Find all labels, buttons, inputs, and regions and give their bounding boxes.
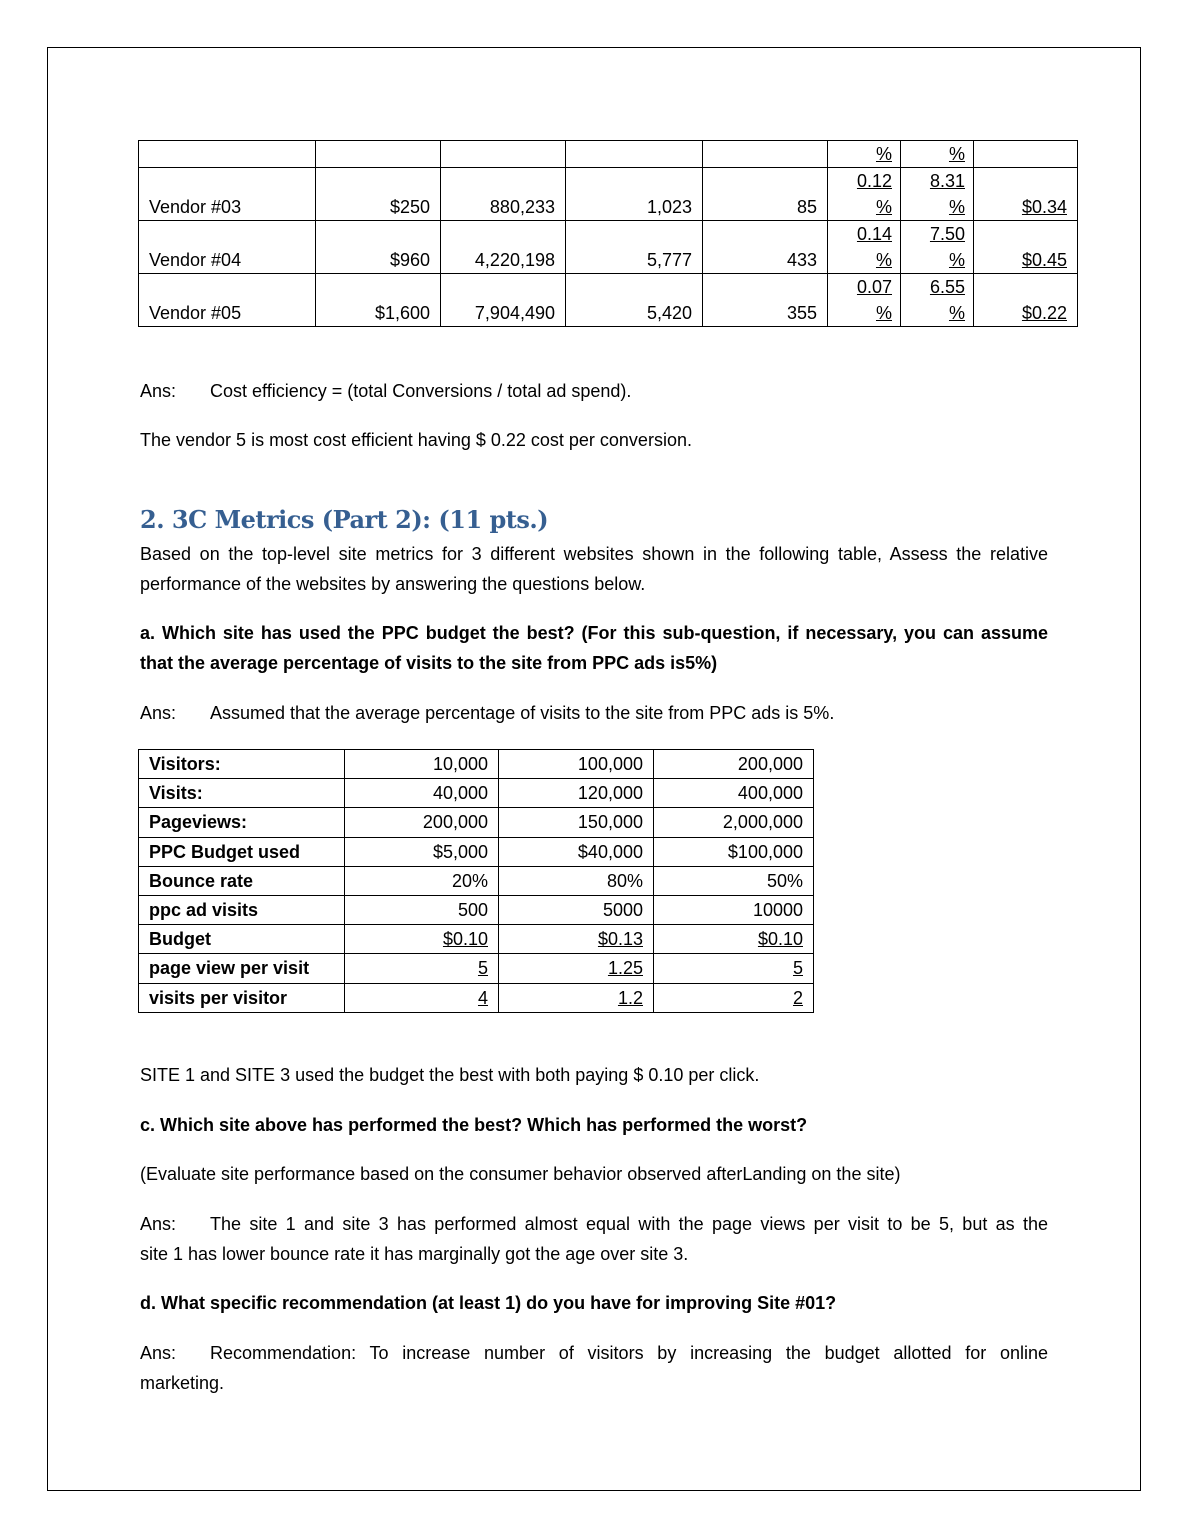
site-3-value: 2,000,000 (654, 808, 814, 837)
site-1-value: 40,000 (345, 779, 499, 808)
site-2-value: 120,000 (499, 779, 654, 808)
conversions: 85 (703, 168, 828, 221)
question-c: c. Which site above has performed the best? Which has performed the worst? (140, 1115, 808, 1135)
site-1-value: $0.10 (345, 925, 499, 954)
table-row (139, 750, 814, 779)
question-c-note: (Evaluate site performance based on the consumer behavior observed afterLanding on the site) (140, 1164, 901, 1184)
table-row (139, 866, 814, 895)
conversions: 433 (703, 221, 828, 274)
spend: $960 (316, 221, 441, 274)
ctr: 0.14 % (828, 221, 901, 274)
table-row (139, 895, 814, 924)
clicks: 5,777 (566, 221, 703, 274)
site-3-value: 50% (654, 866, 814, 895)
answer-a (140, 698, 1048, 728)
site-1-value: 500 (345, 895, 499, 924)
answer-c-line-1 (140, 1209, 1048, 1239)
conv-rate: 6.55 % (901, 274, 974, 327)
site-3-value: 10000 (654, 895, 814, 924)
conclusion-a: SITE 1 and SITE 3 used the budget the best with both paying $ 0.10 per click. (140, 1065, 760, 1085)
site-1-value: $5,000 (345, 837, 499, 866)
cost-per-conversion: $0.34 (974, 168, 1078, 221)
table-row (139, 168, 1078, 221)
table-row (139, 808, 814, 837)
site-3-value: $100,000 (654, 837, 814, 866)
site-3-value: $0.10 (654, 925, 814, 954)
metric-label: Visitors: (139, 750, 345, 779)
question-a: a. Which site has used the PPC budget the best? (For this sub-question, if necessary, you can assume that the average percentage of visits to the site from PPC ads is5%) (140, 623, 1048, 673)
table-row (139, 837, 814, 866)
site-2-value: 100,000 (499, 750, 654, 779)
site-2-value: $0.13 (499, 925, 654, 954)
site-3-value: 400,000 (654, 779, 814, 808)
ctr: 0.07 % (828, 274, 901, 327)
metric-label: Visits: (139, 779, 345, 808)
metric-label: page view per visit (139, 954, 345, 983)
metric-label: Budget (139, 925, 345, 954)
table-row (139, 925, 814, 954)
impressions: 880,233 (441, 168, 566, 221)
answer-1-conclusion: The vendor 5 is most cost efficient having $ 0.22 cost per conversion. (140, 430, 692, 450)
conv-rate-percent-cell: % (901, 141, 974, 168)
site-2-value: 1.25 (499, 954, 654, 983)
site-1-value: 200,000 (345, 808, 499, 837)
vendor-name: Vendor #03 (139, 168, 316, 221)
answer-d-line-1 (140, 1338, 1048, 1368)
ctr: 0.12 % (828, 168, 901, 221)
metric-label: ppc ad visits (139, 895, 345, 924)
answer-label: Ans: (140, 703, 177, 723)
table-row (139, 221, 1078, 274)
table-row (139, 983, 814, 1012)
answer-label: Ans: (140, 1343, 177, 1363)
section-intro: Based on the top-level site metrics for 3 different websites shown in the following table, Assess the relative performance of the websites by answering the questions below. (140, 544, 1048, 594)
answer-1 (140, 376, 1048, 406)
impressions: 7,904,490 (441, 274, 566, 327)
site-3-value: 200,000 (654, 750, 814, 779)
spend: $250 (316, 168, 441, 221)
site-3-value: 2 (654, 983, 814, 1012)
table-row (139, 954, 814, 983)
cost-per-conversion: $0.45 (974, 221, 1078, 274)
answer-label: Ans: (140, 381, 177, 401)
site-1-value: 5 (345, 954, 499, 983)
impressions: 4,220,198 (441, 221, 566, 274)
metric-label: visits per visitor (139, 983, 345, 1012)
conv-rate: 7.50 % (901, 221, 974, 274)
answer-text: The site 1 and site 3 has performed almost equal with the page views per visit to be 5, but as the (210, 1214, 1048, 1234)
metric-label: Pageviews: (139, 808, 345, 837)
answer-c-line-2: site 1 has lower bounce rate it has marginally got the age over site 3. (140, 1244, 689, 1264)
answer-text: Recommendation: To increase number of visitors by increasing the budget allotted for online (210, 1343, 1048, 1363)
site-2-value: 150,000 (499, 808, 654, 837)
answer-text: Cost efficiency = (total Conversions / total ad spend). (210, 381, 632, 401)
spend: $1,600 (316, 274, 441, 327)
vendor-name: Vendor #04 (139, 221, 316, 274)
site-2-value: 5000 (499, 895, 654, 924)
site-2-value: $40,000 (499, 837, 654, 866)
metric-label: Bounce rate (139, 866, 345, 895)
cost-per-conversion: $0.22 (974, 274, 1078, 327)
conversions: 355 (703, 274, 828, 327)
section-heading: 2. 3C Metrics (Part 2): (11 pts.) (140, 505, 549, 534)
site-metrics-table (138, 749, 814, 1013)
vendor-table (138, 140, 1078, 327)
table-row (139, 274, 1078, 327)
metric-label: PPC Budget used (139, 837, 345, 866)
site-1-value: 10,000 (345, 750, 499, 779)
answer-text: Assumed that the average percentage of visits to the site from PPC ads is 5%. (210, 703, 835, 723)
answer-d-line-2: marketing. (140, 1373, 225, 1393)
question-d: d. What specific recommendation (at least 1) do you have for improving Site #01? (140, 1293, 837, 1313)
ctr-percent-cell: % (828, 141, 901, 168)
clicks: 1,023 (566, 168, 703, 221)
site-3-value: 5 (654, 954, 814, 983)
conv-rate: 8.31 % (901, 168, 974, 221)
site-2-value: 1.2 (499, 983, 654, 1012)
vendor-name: Vendor #05 (139, 274, 316, 327)
site-2-value: 80% (499, 866, 654, 895)
clicks: 5,420 (566, 274, 703, 327)
table-row (139, 779, 814, 808)
site-1-value: 4 (345, 983, 499, 1012)
site-1-value: 20% (345, 866, 499, 895)
answer-label: Ans: (140, 1214, 177, 1234)
vendor-table-partial-row (139, 141, 1078, 168)
